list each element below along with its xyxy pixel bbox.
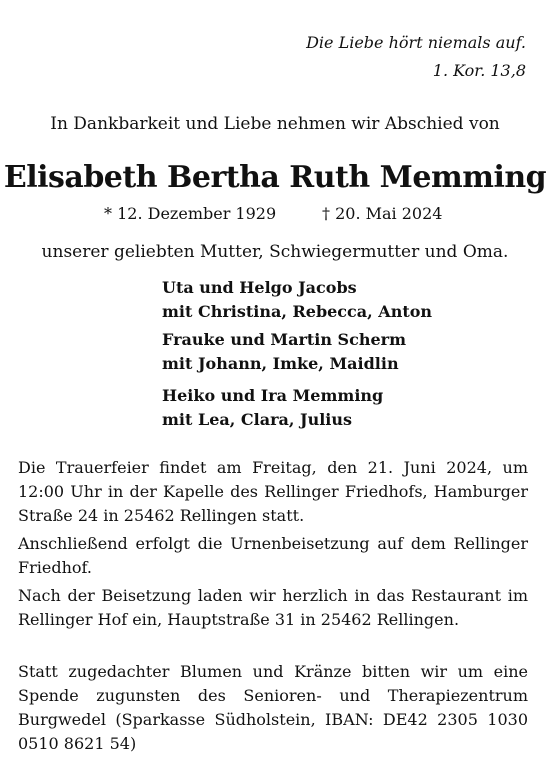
verse-reference: 1. Kor. 13,8: [432, 61, 526, 80]
intro-text: In Dankbarkeit und Liebe nehmen wir Abschied von: [50, 114, 500, 134]
reception-paragraph: Nach der Beisetzung laden wir herzlich in das Restaurant im Rellinger Hof ein, Hauptstraße 31 in 25462 Rellingen.: [18, 586, 528, 629]
deceased-name: Elisabeth Bertha Ruth Memming: [3, 160, 547, 195]
funeral-service-paragraph: Die Trauerfeier findet am Freitag, den 21. Juni 2024, um 12:00 Uhr in der Kapelle des Rellinger Friedhofs, Hamburger Straße 24 in 25462 Rellingen statt.: [18, 458, 528, 525]
mourner-names: Heiko und Ira Memming: [162, 386, 384, 405]
donation-paragraph: Statt zugedachter Blumen und Kränze bitten wir um eine Spende zugunsten des Senioren- und Therapiezentrum Burgwedel (Sparkasse Südholstein, IBAN: DE42 2305 1030 0510 8621 54): [18, 662, 528, 753]
mourner-names: Uta und Helgo Jacobs: [162, 278, 357, 297]
mourner-children: mit Christina, Rebecca, Anton: [162, 302, 433, 321]
mourner-family: [162, 328, 406, 376]
death-date: † 20. Mai 2024: [322, 204, 443, 223]
mourner-children: mit Johann, Imke, Maidlin: [162, 354, 399, 373]
mourner-names: Frauke und Martin Scherm: [162, 330, 407, 349]
relation-text: unserer geliebten Mutter, Schwiegermutter und Oma.: [41, 242, 509, 262]
birth-date: * 12. Dezember 1929: [104, 204, 277, 223]
mourner-family: [162, 384, 383, 432]
verse-quote: Die Liebe hört niemals auf.: [306, 33, 526, 52]
mourner-children: mit Lea, Clara, Julius: [162, 410, 353, 429]
urn-burial-paragraph: Anschließend erfolgt die Urnenbeisetzung auf dem Rellinger Friedhof.: [18, 534, 528, 577]
mourner-family: [162, 276, 432, 324]
